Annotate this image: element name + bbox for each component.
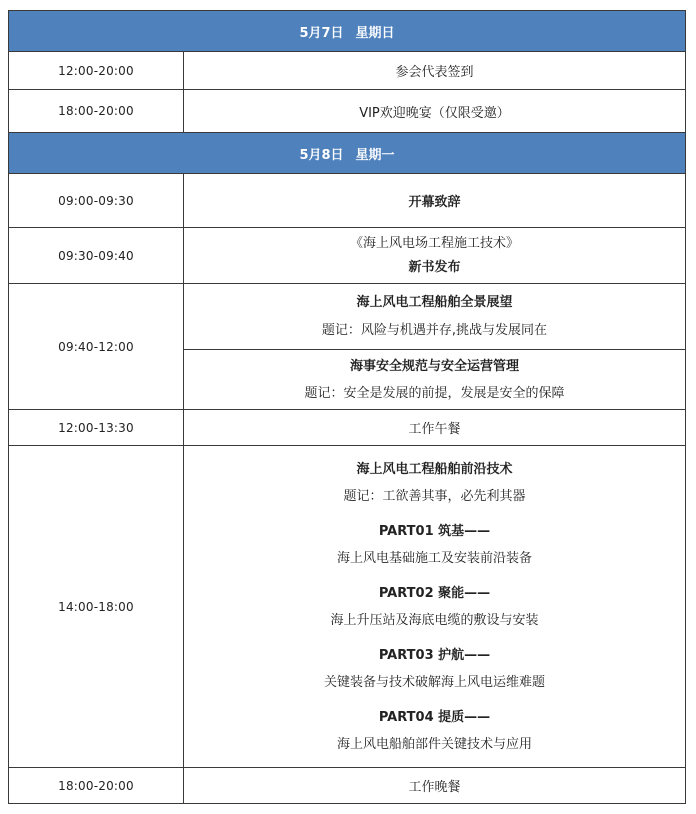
- time-cell: 18:00-20:00: [9, 90, 184, 133]
- part-heading: PART02 聚能——: [378, 585, 491, 601]
- part-description: 海上升压站及海底电缆的敷设与安装: [330, 612, 539, 628]
- content-cell: 参会代表签到: [184, 52, 686, 90]
- time-cell: 12:00-13:30: [9, 410, 184, 446]
- book-title: 《海上风电场工程施工技术》: [349, 235, 519, 251]
- day-header-1: [9, 11, 686, 52]
- day-date: 5月8日: [299, 147, 344, 163]
- content-cell: VIP欢迎晚宴（仅限受邀）: [184, 90, 686, 133]
- part-heading: PART04 提质——: [378, 709, 491, 725]
- table-row: [9, 228, 686, 284]
- content-cell: 工作晚餐: [184, 768, 686, 804]
- table-row: [9, 446, 686, 768]
- table-row: [9, 174, 686, 228]
- part-heading: PART01 筑基——: [378, 523, 491, 539]
- session-title: 海事安全规范与安全运营管理: [349, 358, 519, 374]
- time-cell: 18:00-20:00: [9, 768, 184, 804]
- session-cell: [184, 284, 686, 350]
- forum-title: 海上风电工程船舶前沿技术: [356, 461, 513, 477]
- part-description: 海上风电基础施工及安装前沿装备: [336, 550, 532, 566]
- time-cell: 14:00-18:00: [9, 446, 184, 768]
- table-row: [9, 90, 686, 133]
- table-row: [9, 410, 686, 446]
- book-launch-label: 新书发布: [408, 259, 461, 275]
- session-motto: 题记：风险与机遇并存,挑战与发展同在: [321, 322, 548, 338]
- day-weekday: 星期日: [355, 25, 395, 41]
- content-cell: 工作午餐: [184, 410, 686, 446]
- agenda-table: [8, 10, 686, 804]
- forum-cell: [184, 446, 686, 768]
- forum-motto: 题记：工欲善其事，必先利其器: [343, 488, 526, 504]
- table-row: [9, 52, 686, 90]
- content-cell: 开幕致辞: [184, 174, 686, 228]
- part-heading: PART03 护航——: [378, 647, 491, 663]
- day-header-cell: [9, 11, 686, 52]
- session-title: 海上风电工程船舶全景展望: [356, 294, 513, 310]
- part-description: 关键装备与技术破解海上风电运维难题: [323, 674, 545, 690]
- day-weekday: 星期一: [355, 147, 395, 163]
- table-row: [9, 284, 686, 350]
- time-cell: 09:00-09:30: [9, 174, 184, 228]
- time-cell: 12:00-20:00: [9, 52, 184, 90]
- day-date: 5月7日: [299, 25, 344, 41]
- day-header-2: [9, 133, 686, 174]
- content-cell: [184, 228, 686, 284]
- part-description: 海上风电船舶部件关键技术与应用: [336, 736, 532, 752]
- session-cell: [184, 350, 686, 410]
- time-cell: 09:30-09:40: [9, 228, 184, 284]
- table-row: [9, 768, 686, 804]
- time-cell: 09:40-12:00: [9, 284, 184, 410]
- day-header-cell: [9, 133, 686, 174]
- session-motto: 题记：安全是发展的前提，发展是安全的保障: [304, 385, 565, 401]
